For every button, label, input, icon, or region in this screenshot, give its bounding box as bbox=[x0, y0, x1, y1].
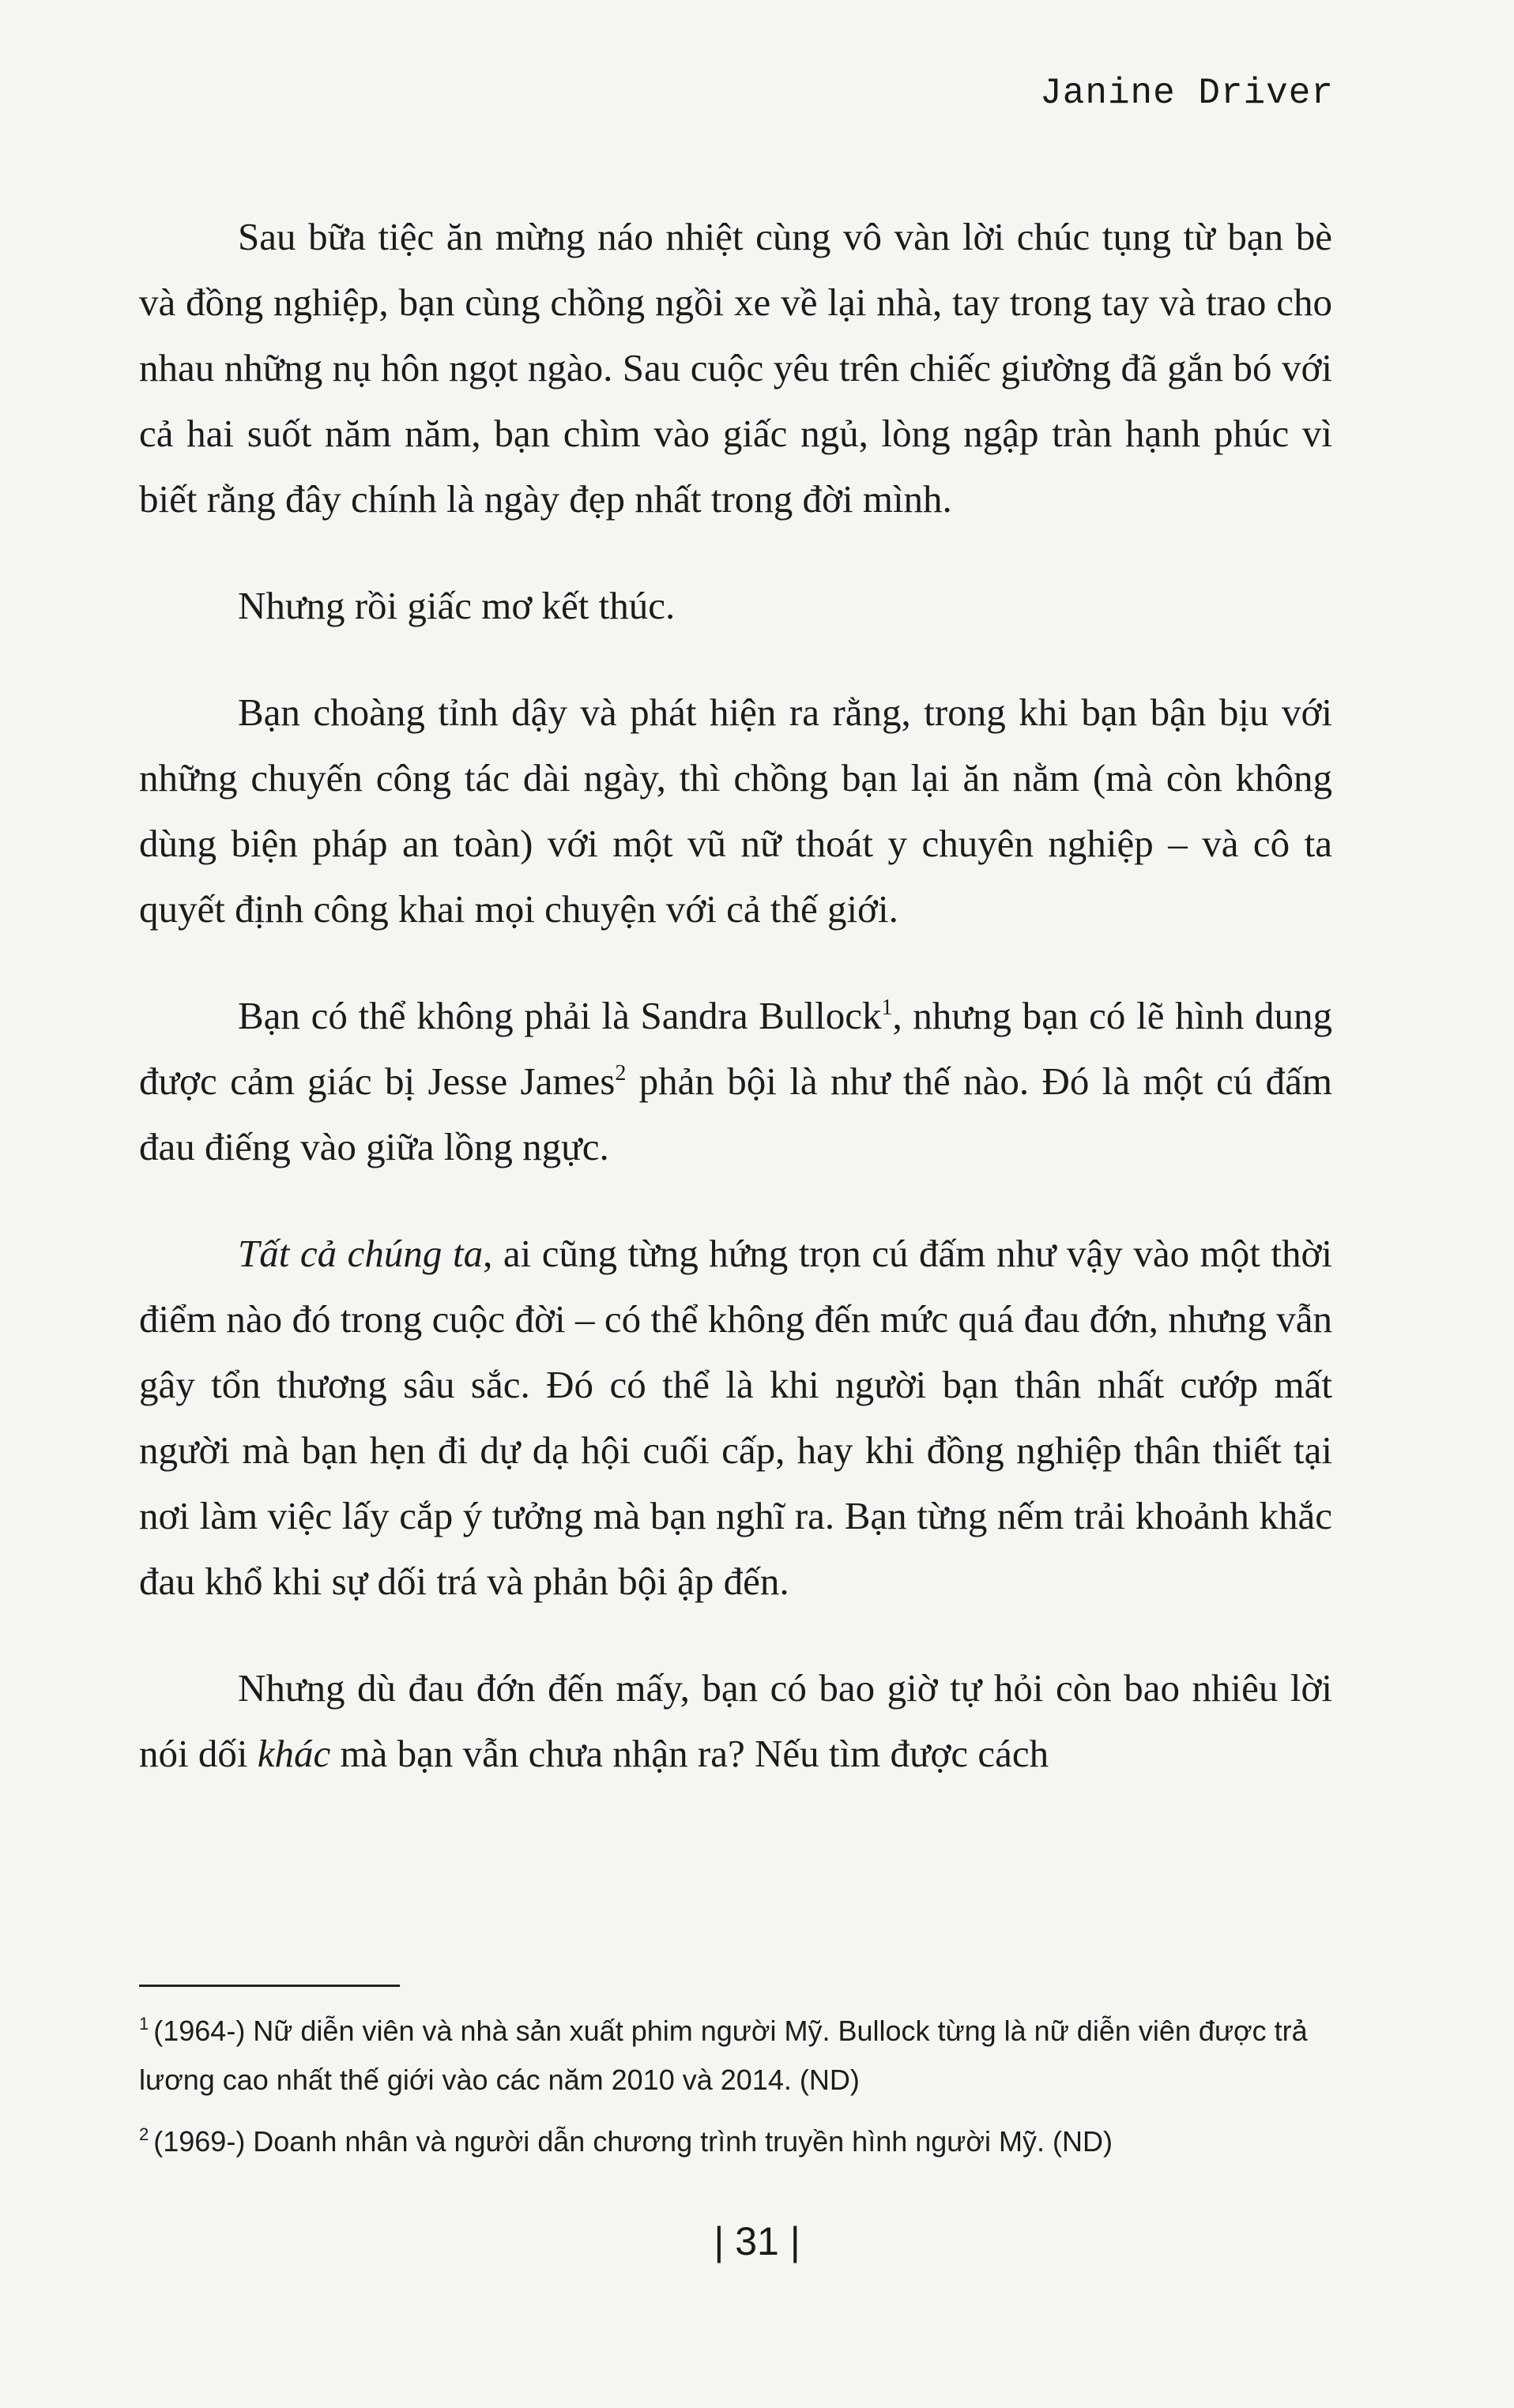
footnote-1-text: (1964-) Nữ diễn viên và nhà sản xuất phim người Mỹ. Bullock từng là nữ diễn viên được trả lương cao nhất thế giới vào các năm 2010 và 2014. (ND) bbox=[139, 2015, 1308, 2096]
footnotes bbox=[139, 2007, 1332, 2179]
page-number: | 31 | bbox=[714, 2219, 800, 2263]
footnote-2 bbox=[139, 2117, 1332, 2166]
footnote-2-text: (1969-) Doanh nhân và người dẫn chương trình truyền hình người Mỹ. (ND) bbox=[153, 2125, 1113, 2158]
paragraph-2: Nhưng rồi giấc mơ kết thúc. bbox=[238, 584, 676, 627]
running-header-author: Janine Driver bbox=[1040, 73, 1334, 114]
paragraph-4-part-3: phản bội là như thế nào. Đó là một cú đấm đau điếng vào giữa lồng ngực. bbox=[139, 1059, 1332, 1168]
footnote-2-marker: 2 bbox=[139, 2124, 149, 2144]
footnote-ref-1: 1 bbox=[881, 995, 893, 1020]
paragraph-4 bbox=[139, 983, 1332, 1180]
paragraph-3: Bạn choàng tỉnh dậy và phát hiện ra rằng, trong khi bạn bận bịu với những chuyến công tác dài ngày, thì chồng bạn lại ăn nằm (mà còn không dùng biện pháp an toàn) với một vũ nữ thoát y chuyên nghiệp – và cô ta quyết định công khai mọi chuyện với cả thế giới. bbox=[139, 690, 1332, 931]
paragraph-4-part-1: Bạn có thể không phải là Sandra Bullock bbox=[238, 994, 882, 1037]
footnote-1 bbox=[139, 2007, 1332, 2105]
paragraph-6-italic: khác bbox=[257, 1732, 331, 1775]
paragraph-6-part-1: Nhưng dù đau đớn đến mấy, bạn có bao giờ tự hỏi còn bao nhiêu lời nói dối bbox=[139, 1666, 1332, 1775]
paragraph-6 bbox=[139, 1655, 1332, 1786]
footnote-1-marker: 1 bbox=[139, 2014, 149, 2034]
paragraph-5 bbox=[139, 1221, 1332, 1614]
footnote-divider bbox=[139, 1985, 400, 1987]
paragraph-5-italic: Tất cả chúng ta bbox=[238, 1232, 484, 1275]
footnote-ref-2: 2 bbox=[615, 1061, 627, 1085]
paragraph-6-part-2: mà bạn vẫn chưa nhận ra? Nếu tìm được cách bbox=[330, 1732, 1049, 1775]
paragraph-5-rest: , ai cũng từng hứng trọn cú đấm như vậy vào một thời điểm nào đó trong cuộc đời – có thể không đến mức quá đau đớn, nhưng vẫn gây tổn thương sâu sắc. Đó có thể là khi người bạn thân nhất cướp mất người mà bạn hẹn đi dự dạ hội cuối cấp, hay khi đồng nghiệp thân thiết tại nơi làm việc lấy cắp ý tưởng mà bạn nghĩ ra. Bạn từng nếm trải khoảnh khắc đau khổ khi sự dối trá và phản bội ập đến. bbox=[139, 1232, 1332, 1603]
paragraph-1: Sau bữa tiệc ăn mừng náo nhiệt cùng vô vàn lời chúc tụng từ bạn bè và đồng nghiệp, bạn cùng chồng ngồi xe về lại nhà, tay trong tay và trao cho nhau những nụ hôn ngọt ngào. Sau cuộc yêu trên chiếc giường đã gắn bó với cả hai suốt năm năm, bạn chìm vào giấc ngủ, lòng ngập tràn hạnh phúc vì biết rằng đây chính là ngày đẹp nhất trong đời mình. bbox=[139, 215, 1332, 521]
body-text bbox=[139, 204, 1332, 1827]
paragraph-4-part-2: , nhưng bạn có lẽ hình dung được cảm giác bị Jesse James bbox=[139, 994, 1333, 1103]
